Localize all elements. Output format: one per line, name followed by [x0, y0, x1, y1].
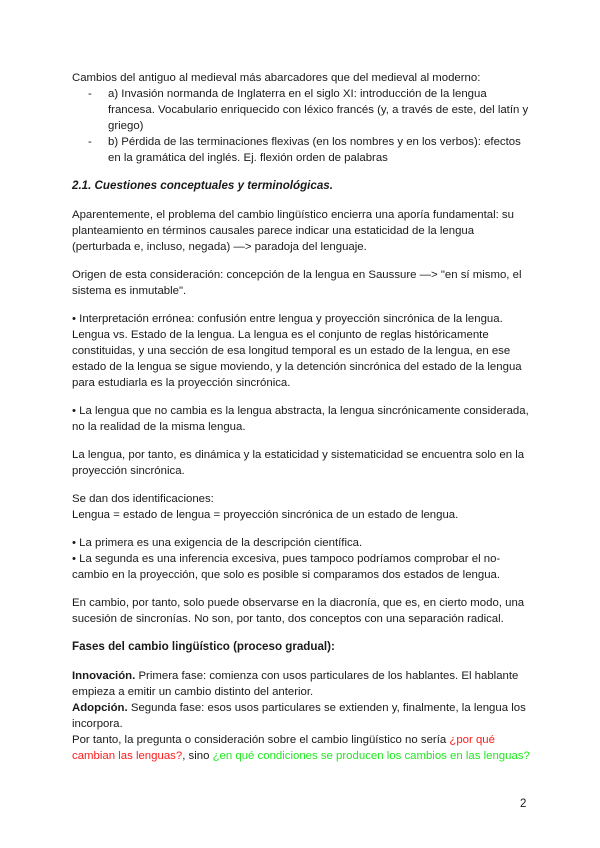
list-item-text: a) Invasión normanda de Inglaterra en el siglo XI: introducción de la lengua francesa. Vocabulario enriquecido con léxico francés (y, a través de este, del latín y griego): [108, 88, 529, 132]
page-number: 2: [520, 798, 527, 810]
term: Adopción.: [72, 702, 128, 714]
green-question: ¿en qué condiciones se producen los cambios en las lenguas?: [212, 750, 530, 762]
paragraph: Lengua = estado de lengua = proyección sincrónica de un estado de lengua.: [72, 509, 459, 521]
phase-adoption: [72, 700, 534, 732]
paragraph: La lengua, por tanto, es dinámica y la estaticidad y sistematicidad se encuentra solo en la proyección sincrónica.: [72, 449, 525, 477]
list-item: [72, 86, 534, 134]
document-page: [72, 70, 534, 764]
intro-text: Cambios del antiguo al medieval más abarcadores que del medieval al moderno:: [72, 72, 481, 84]
list-item-text: b) Pérdida de las terminaciones flexivas (en los nombres y en los verbos): efectos en la gramática del inglés. Ej. flexión orden de palabras: [108, 136, 521, 164]
phase-text: Segunda fase: esos usos particulares se extienden y, finalmente, la lengua los incorpora.: [72, 702, 526, 730]
section-heading: Fases del cambio lingüístico (proceso gradual):: [72, 640, 335, 653]
paragraph: • La lengua que no cambia es la lengua abstracta, la lengua sincrónicamente considerada, no la realidad de la misma lengua.: [72, 405, 529, 433]
list-item: [72, 134, 534, 166]
phase-innovation: [72, 668, 534, 700]
paragraph: En cambio, por tanto, solo puede observarse en la diacronía, que es, en cierto modo, una sucesión de sincronías. No son, por tanto, dos conceptos con una separación radical.: [72, 597, 525, 625]
list-marker: -: [88, 136, 92, 148]
term: Innovación.: [72, 670, 136, 682]
conclusion: [72, 732, 534, 764]
conclusion-text: Por tanto, la pregunta o consideración sobre el cambio lingüístico no sería: [72, 734, 450, 746]
conclusion-text: , sino: [182, 750, 213, 762]
paragraph: • La primera es una exigencia de la descripción científica.: [72, 537, 363, 549]
red-question: ¿por qué cambian las lenguas?: [72, 734, 495, 762]
list-marker: -: [88, 88, 92, 100]
changes-list: [72, 86, 534, 166]
paragraph: Se dan dos identificaciones:: [72, 493, 214, 505]
section-heading: 2.1. Cuestiones conceptuales y terminológicas.: [72, 179, 333, 192]
paragraph: Origen de esta consideración: concepción de la lengua en Saussure —> "en sí mismo, el sistema es inmutable".: [72, 269, 522, 297]
paragraph: • La segunda es una inferencia excesiva, pues tampoco podríamos comprobar el no-cambio en la proyección, que solo es posible si comparamos dos estados de lengua.: [72, 553, 501, 581]
paragraph: • Interpretación errónea: confusión entre lengua y proyección sincrónica de la lengua. Lengua vs. Estado de la lengua. La lengua es el conjunto de reglas históricamente constituidas, y una sección de esa longitud temporal es un estado de la lengua, en ese estado de la lengua se sigue moviendo, y la detención sincrónica del estado de la lengua para estudiarla es la proyección sincrónica.: [72, 313, 522, 389]
paragraph: Aparentemente, el problema del cambio lingüístico encierra una aporía fundamental: su planteamiento en términos causales parece indicar una estaticidad de la lengua (perturbada e, incluso, negada) —> paradoja del lenguaje.: [72, 209, 514, 253]
phase-text: Primera fase: comienza con usos particulares de los hablantes. El hablante empieza a emitir un cambio distinto del anterior.: [72, 670, 519, 698]
